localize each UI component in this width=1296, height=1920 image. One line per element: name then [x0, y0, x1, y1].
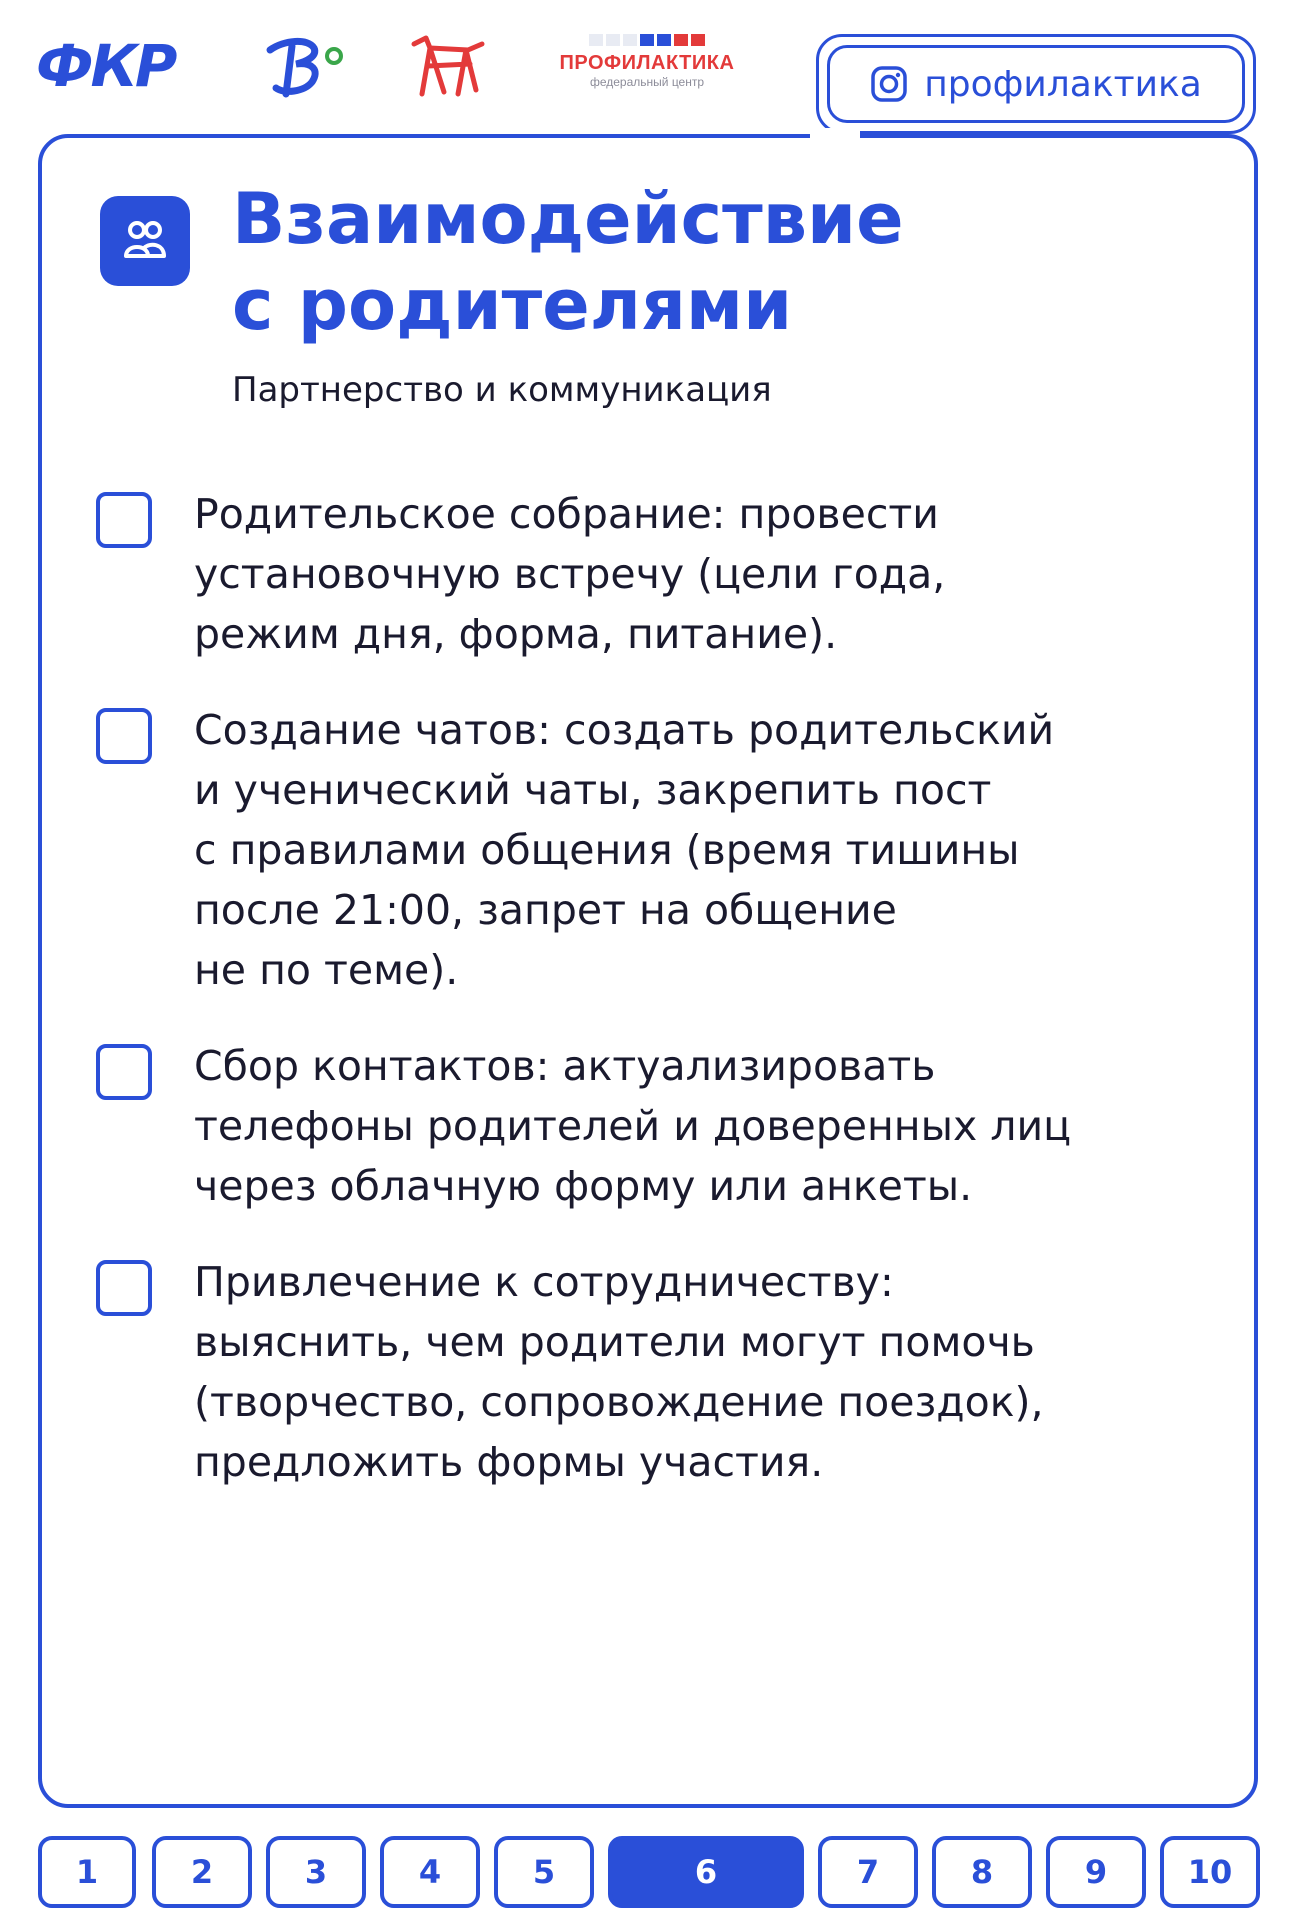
text-line: не по теме). [194, 946, 459, 994]
text-line: и ученический чаты, закрепить пост [194, 766, 992, 814]
text-line: Создание чатов: создать родительский [194, 706, 1055, 754]
checkbox[interactable] [96, 1044, 152, 1100]
page-button-1[interactable]: 1 [38, 1836, 136, 1908]
text-line: телефоны родителей и доверенных лиц [194, 1102, 1071, 1150]
page-button-6-current[interactable]: 6 [608, 1836, 804, 1908]
page-button-4[interactable]: 4 [380, 1836, 480, 1908]
page-title-line-1: Взаимодействие [232, 178, 904, 260]
page-button-9[interactable]: 9 [1046, 1836, 1146, 1908]
social-link[interactable] [827, 45, 1245, 123]
pagination [38, 1836, 1260, 1912]
vo-logo [262, 32, 358, 102]
text-line: (творчество, сопровождение поездок), [194, 1378, 1044, 1426]
page-subtitle: Партнерство и коммуникация [232, 370, 772, 410]
checkbox[interactable] [96, 708, 152, 764]
text-line: Привлечение к сотрудничеству: [194, 1258, 894, 1306]
social-tab-label: профилактика [924, 63, 1202, 105]
horse-logo [408, 34, 488, 100]
text-line: режим дня, форма, питание). [194, 610, 838, 658]
page-title [232, 176, 904, 348]
checklist-item-text [194, 484, 1214, 664]
page-button-5[interactable]: 5 [494, 1836, 594, 1908]
page-title-line-2: с родителями [232, 264, 793, 346]
page-button-3[interactable]: 3 [266, 1836, 366, 1908]
profilaktika-name: ПРОФИЛАКТИКА [559, 52, 735, 74]
checklist-item-text [194, 1252, 1214, 1492]
page-button-10[interactable]: 10 [1160, 1836, 1260, 1908]
social-tab[interactable] [816, 34, 1256, 134]
parents-icon [100, 196, 190, 286]
instagram-icon [870, 65, 908, 103]
fkr-logo [36, 34, 206, 98]
text-line: Родительское собрание: провести [194, 490, 939, 538]
text-line: выяснить, чем родители могут помочь [194, 1318, 1035, 1366]
checklist-item-text [194, 1036, 1214, 1216]
text-line: предложить формы участия. [194, 1438, 824, 1486]
page-button-7[interactable]: 7 [818, 1836, 918, 1908]
page-button-8[interactable]: 8 [932, 1836, 1032, 1908]
text-line: Сбор контактов: актуализировать [194, 1042, 936, 1090]
text-line: установочную встречу (цели года, [194, 550, 946, 598]
text-line: через облачную форму или анкеты. [194, 1162, 973, 1210]
flag-stripes [536, 34, 758, 46]
profilaktika-subtitle: федеральный центр [589, 75, 705, 89]
page-button-2[interactable]: 2 [152, 1836, 252, 1908]
checkbox[interactable] [96, 1260, 152, 1316]
text-line: с правилами общения (время тишины [194, 826, 1020, 874]
checkbox[interactable] [96, 492, 152, 548]
fkr-logo-text: ФКР [36, 32, 175, 100]
text-line: после 21:00, запрет на общение [194, 886, 897, 934]
checklist-item-text [194, 700, 1214, 1000]
profilaktika-logo [536, 34, 758, 100]
